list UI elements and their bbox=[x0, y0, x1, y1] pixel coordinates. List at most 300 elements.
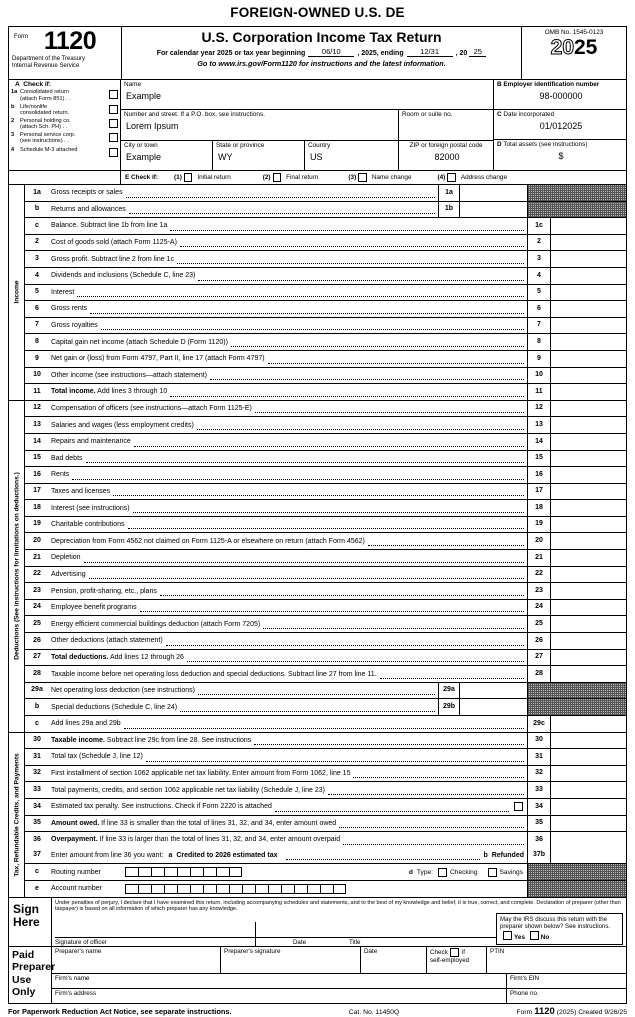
signature-of-officer-field[interactable] bbox=[55, 922, 255, 946]
line-description-text: Total income. Add lines 3 through 10 bbox=[51, 388, 168, 396]
zip-cell[interactable] bbox=[399, 141, 493, 170]
digit-cell[interactable] bbox=[125, 884, 138, 894]
line-description-text: Repairs and maintenance bbox=[51, 438, 131, 446]
amount-input[interactable] bbox=[551, 616, 626, 632]
irs-discuss-question: May the IRS discuss this return with the preparer shown below? See instructions. bbox=[500, 915, 611, 930]
amount-input[interactable] bbox=[551, 384, 626, 400]
sub-amount-cell bbox=[438, 185, 527, 201]
amount-input[interactable] bbox=[551, 451, 626, 467]
goto-instructions-link[interactable]: Go to www.irs.gov/Form1120 for instructions and the latest information. bbox=[197, 59, 446, 68]
date-incorporated-label-text: Date incorporated bbox=[503, 111, 555, 118]
line-description-text: Total tax (Schedule J, line 12) bbox=[51, 753, 143, 761]
state-label: State or province bbox=[216, 142, 265, 149]
amount-input[interactable] bbox=[551, 218, 626, 234]
amount-input[interactable] bbox=[551, 500, 626, 516]
amount-input[interactable] bbox=[551, 301, 626, 317]
address-change-checkbox[interactable] bbox=[447, 173, 456, 182]
checkbox-row-lifenonlife[interactable] bbox=[11, 104, 118, 117]
amount-cell bbox=[527, 500, 626, 516]
amount-line-number: 35 bbox=[528, 816, 551, 832]
end-year-field[interactable]: 25 bbox=[469, 47, 486, 57]
street-value[interactable]: Lorem Ipsum bbox=[126, 120, 179, 131]
credit-letter: a bbox=[168, 852, 173, 860]
amount-cell bbox=[527, 517, 626, 533]
dot-leader bbox=[113, 495, 524, 496]
amount-input[interactable] bbox=[551, 782, 626, 798]
consolidated-return-checkbox[interactable] bbox=[109, 90, 118, 99]
line-number: 24 bbox=[33, 603, 41, 611]
digit-cell[interactable] bbox=[164, 884, 177, 894]
line-description bbox=[49, 699, 438, 715]
type-letter: d bbox=[408, 868, 413, 876]
amount-line-number: 1c bbox=[528, 218, 551, 234]
year-century: 20 bbox=[550, 36, 574, 59]
form-line-row bbox=[25, 600, 626, 617]
line-description-text: Taxable income. Subtract line 29c from line 28. See instructions bbox=[51, 736, 252, 744]
form-title: U.S. Corporation Income Tax Return bbox=[201, 29, 442, 45]
amount-input[interactable] bbox=[551, 650, 626, 666]
check-if-a-heading bbox=[11, 81, 118, 88]
digit-cell[interactable] bbox=[229, 867, 242, 877]
check-if-a-block bbox=[9, 80, 121, 170]
paid-preparer-line1: Paid bbox=[12, 948, 35, 961]
amount-input[interactable] bbox=[551, 567, 626, 583]
shaded-cell bbox=[527, 185, 626, 201]
digit-cell[interactable] bbox=[216, 884, 229, 894]
line-number: 21 bbox=[33, 553, 41, 561]
state-cell[interactable] bbox=[213, 141, 305, 170]
amount-line-number: 8 bbox=[528, 334, 551, 350]
line-number: 32 bbox=[33, 769, 41, 777]
amount-cell bbox=[527, 766, 626, 782]
firm-name-label: Firm's name bbox=[55, 974, 90, 982]
amount-input[interactable] bbox=[551, 733, 626, 749]
sub-line-number: 29b bbox=[439, 699, 460, 715]
irs-discuss-box bbox=[496, 913, 623, 945]
sign-here-line1: Sign bbox=[13, 901, 39, 916]
line-number: b bbox=[34, 205, 40, 213]
signature-title-field[interactable] bbox=[343, 922, 496, 946]
street-label: Number and street. If a P.O. box, see instructions. bbox=[124, 111, 265, 118]
line-number: 25 bbox=[33, 620, 41, 628]
firm-address-field[interactable] bbox=[52, 989, 506, 1003]
amount-input[interactable] bbox=[551, 666, 626, 682]
amount-input[interactable] bbox=[551, 434, 626, 450]
date-incorporated-value[interactable]: 01/012025 bbox=[539, 120, 583, 131]
digit-cell[interactable] bbox=[307, 884, 320, 894]
amount-input[interactable] bbox=[551, 832, 626, 848]
initial-return-option[interactable] bbox=[158, 173, 231, 182]
dot-leader bbox=[380, 678, 524, 679]
line-description-text: Net gain or (loss) from Form 4797, Part II, line 17 (attach Form 4797) bbox=[51, 355, 265, 363]
form-line-row bbox=[25, 318, 626, 335]
line-description-text: Returns and allowances bbox=[51, 205, 126, 213]
digit-cell[interactable] bbox=[281, 884, 294, 894]
account-number-input[interactable] bbox=[125, 884, 346, 894]
amount-cell bbox=[527, 218, 626, 234]
amount-input[interactable] bbox=[551, 268, 626, 284]
form-2220-attached-checkbox[interactable] bbox=[514, 802, 523, 811]
omb-number: OMB No. 1545-0123 bbox=[544, 29, 604, 36]
preparer-date-field[interactable] bbox=[360, 947, 426, 973]
name-cell[interactable] bbox=[121, 80, 493, 110]
line-description-text: Gross royalties bbox=[51, 322, 98, 330]
dot-leader bbox=[140, 611, 524, 612]
date-incorporated-cell[interactable] bbox=[494, 110, 626, 140]
form-line-row bbox=[25, 251, 626, 268]
income-section-side-label bbox=[9, 185, 25, 400]
refund-label: Refunded bbox=[491, 852, 524, 860]
line-description bbox=[49, 484, 527, 500]
line-number: 19 bbox=[33, 520, 41, 528]
amount-cell bbox=[527, 351, 626, 367]
shaded-cell bbox=[527, 202, 626, 218]
digit-cell[interactable] bbox=[255, 884, 268, 894]
row-number: b bbox=[11, 103, 15, 110]
amount-input[interactable] bbox=[551, 334, 626, 350]
phone-field[interactable] bbox=[506, 989, 626, 1003]
digit-cell[interactable] bbox=[203, 884, 216, 894]
line-description-text: Interest bbox=[51, 288, 75, 296]
deductions-line-list bbox=[25, 401, 626, 732]
digit-cell[interactable] bbox=[203, 867, 216, 877]
account-number-row bbox=[25, 881, 626, 897]
state-value[interactable]: WY bbox=[218, 151, 233, 162]
preparer-date-label: Date bbox=[364, 947, 378, 955]
line-description bbox=[49, 368, 527, 384]
name-change-option[interactable] bbox=[318, 173, 411, 182]
amount-cell bbox=[527, 567, 626, 583]
line-description-text: Dividends and inclusions (Schedule C, line 23) bbox=[51, 272, 196, 280]
row-label: Schedule M-3 attached bbox=[20, 146, 78, 153]
ptin-field[interactable] bbox=[486, 947, 626, 973]
dot-leader bbox=[368, 545, 524, 546]
dot-leader bbox=[126, 197, 435, 198]
begin-date-field[interactable]: 06/10 bbox=[308, 47, 354, 57]
country-cell[interactable] bbox=[305, 141, 399, 170]
self-employed-check-field[interactable] bbox=[426, 947, 486, 973]
amount-input[interactable] bbox=[551, 285, 626, 301]
dot-leader bbox=[170, 396, 524, 397]
shaded-cell bbox=[527, 864, 626, 880]
amount-input[interactable] bbox=[551, 716, 626, 732]
line-description bbox=[49, 600, 527, 616]
dot-leader bbox=[128, 528, 524, 529]
sub-amount-input[interactable] bbox=[460, 202, 527, 218]
deductions-section-side-label bbox=[9, 401, 25, 732]
amount-cell bbox=[527, 285, 626, 301]
ein-cell[interactable] bbox=[494, 80, 626, 110]
date-incorporated-letter: C bbox=[497, 111, 502, 118]
sub-amount-input[interactable] bbox=[460, 185, 527, 201]
form-line-row bbox=[25, 401, 626, 418]
amount-cell bbox=[527, 467, 626, 483]
form-line-row bbox=[25, 616, 626, 633]
checkbox-row-personal-holding-co[interactable] bbox=[11, 118, 118, 131]
name-value[interactable]: Example bbox=[126, 90, 162, 101]
country-label: Country bbox=[308, 142, 331, 149]
amount-input[interactable] bbox=[551, 749, 626, 765]
credit-label: Credited to 2026 estimated tax bbox=[176, 852, 278, 860]
digit-cell[interactable] bbox=[333, 884, 346, 894]
line-description-text: Other deductions (attach statement) bbox=[51, 637, 163, 645]
digit-cell[interactable] bbox=[151, 867, 164, 877]
ein-value[interactable]: 98-000000 bbox=[539, 90, 583, 101]
amount-input[interactable] bbox=[551, 600, 626, 616]
zip-value[interactable]: 82000 bbox=[434, 151, 460, 162]
amount-cell bbox=[527, 451, 626, 467]
form-line-row bbox=[25, 749, 626, 766]
form-body bbox=[8, 185, 627, 898]
line-description-text: Gross profit. Subtract line 2 from line 1c bbox=[51, 255, 174, 263]
digit-cell[interactable] bbox=[216, 867, 229, 877]
phone-label: Phone no. bbox=[510, 989, 539, 997]
digit-cell[interactable] bbox=[294, 884, 307, 894]
line-number: 12 bbox=[33, 404, 41, 412]
routing-number-row bbox=[25, 864, 626, 881]
identification-block bbox=[8, 79, 627, 171]
room-cell[interactable] bbox=[399, 110, 493, 140]
amount-input[interactable] bbox=[551, 533, 626, 549]
sub-amount-input[interactable] bbox=[460, 683, 527, 699]
form-title-block bbox=[121, 27, 522, 79]
amount-input[interactable] bbox=[551, 484, 626, 500]
city-value[interactable]: Example bbox=[126, 151, 162, 162]
row-number: 2 bbox=[11, 117, 15, 124]
schedule-m3-checkbox[interactable] bbox=[109, 148, 118, 157]
dot-leader bbox=[146, 761, 524, 762]
dot-leader bbox=[89, 578, 524, 579]
line-description bbox=[49, 351, 527, 367]
country-value[interactable]: US bbox=[310, 151, 323, 162]
line-description-text: Salaries and wages (less employment credits) bbox=[51, 421, 194, 429]
line-number: 14 bbox=[33, 437, 41, 445]
dot-leader bbox=[198, 694, 435, 695]
line-number: 7 bbox=[35, 321, 39, 329]
amount-input[interactable] bbox=[551, 467, 626, 483]
line-description-text: Overpayment. If line 33 is larger than the total of lines 31, 32, and 34, enter amount overpaid bbox=[51, 836, 341, 844]
dot-leader bbox=[134, 446, 524, 447]
amount-input[interactable] bbox=[551, 550, 626, 566]
digit-cell[interactable] bbox=[190, 867, 203, 877]
ptin-label: PTIN bbox=[490, 947, 505, 955]
amount-input[interactable] bbox=[551, 816, 626, 832]
line-description bbox=[49, 733, 527, 749]
line-description-text: Gross receipts or sales bbox=[51, 189, 123, 197]
checkbox-row-consolidated-return[interactable] bbox=[11, 89, 118, 102]
line-number: 4 bbox=[35, 271, 39, 279]
line-description bbox=[49, 251, 527, 267]
line-number: 11 bbox=[33, 387, 41, 395]
form-line-row bbox=[25, 467, 626, 484]
entity-address-block bbox=[121, 80, 494, 170]
amount-input[interactable] bbox=[551, 633, 626, 649]
form-line-row bbox=[25, 766, 626, 783]
line-number: 16 bbox=[33, 470, 41, 478]
total-assets-label-text: Total assets (see instructions) bbox=[503, 141, 588, 148]
address-change-option[interactable] bbox=[412, 173, 508, 182]
dot-leader bbox=[86, 462, 524, 463]
ein-label bbox=[497, 81, 623, 89]
amount-input[interactable] bbox=[551, 368, 626, 384]
income-section bbox=[9, 185, 626, 400]
form-line-row bbox=[25, 351, 626, 368]
dot-leader bbox=[180, 246, 524, 247]
line-description bbox=[49, 848, 527, 864]
tax-line-list bbox=[25, 733, 626, 897]
irs-discuss-no-checkbox[interactable] bbox=[530, 931, 539, 940]
checking-checkbox[interactable] bbox=[438, 868, 447, 877]
deductions-section bbox=[9, 400, 626, 732]
line-number: 34 bbox=[33, 802, 41, 810]
line-description bbox=[49, 782, 527, 798]
dot-leader bbox=[77, 296, 524, 297]
line-description bbox=[49, 650, 527, 666]
room-value[interactable] bbox=[402, 119, 490, 121]
digit-cell[interactable] bbox=[242, 884, 255, 894]
line-description-text: Amount owed. If line 33 is smaller than the total of lines 31, 32, and 34, enter amount owed bbox=[51, 819, 337, 827]
city-label: City or town bbox=[124, 142, 158, 149]
amount-input[interactable] bbox=[551, 318, 626, 334]
digit-cell[interactable] bbox=[138, 884, 151, 894]
street-room-row bbox=[121, 110, 493, 141]
digit-cell[interactable] bbox=[138, 867, 151, 877]
line-description-text: Bad debts bbox=[51, 454, 83, 462]
line-description bbox=[49, 467, 527, 483]
self-employed-checkbox[interactable] bbox=[450, 948, 459, 957]
amount-line-number: 18 bbox=[528, 500, 551, 516]
checkbox-row-personal-service-corp[interactable] bbox=[11, 132, 118, 145]
lifenonlife-checkbox[interactable] bbox=[109, 105, 118, 114]
firm-name-field[interactable] bbox=[52, 974, 506, 988]
digit-cell[interactable] bbox=[268, 884, 281, 894]
total-assets-label bbox=[497, 141, 623, 149]
amount-input[interactable] bbox=[551, 583, 626, 599]
firm-ein-field[interactable] bbox=[506, 974, 626, 988]
checkbox-row-schedule-m3[interactable] bbox=[11, 147, 118, 157]
amount-line-number: 12 bbox=[528, 401, 551, 417]
line-description bbox=[49, 683, 438, 699]
amount-cell bbox=[527, 650, 626, 666]
amount-line-number: 2 bbox=[528, 235, 551, 251]
preparer-signature-field[interactable] bbox=[220, 947, 360, 973]
form-number: 1120 bbox=[43, 27, 97, 55]
signature-date-field[interactable] bbox=[255, 922, 343, 946]
line-description-text: Interest (see instructions) bbox=[51, 504, 130, 512]
end-date-field[interactable]: 12/31 bbox=[407, 47, 453, 57]
sub-amount-input[interactable] bbox=[460, 699, 527, 715]
amount-input[interactable] bbox=[551, 417, 626, 433]
date-incorporated-label bbox=[497, 111, 623, 119]
line-description bbox=[49, 318, 527, 334]
preparer-name-field[interactable] bbox=[52, 947, 220, 973]
amount-line-number: 22 bbox=[528, 567, 551, 583]
form-line-row bbox=[25, 500, 626, 517]
refund-letter: b bbox=[483, 852, 488, 860]
form-line-row bbox=[25, 384, 626, 400]
initial-return-checkbox[interactable] bbox=[184, 173, 193, 182]
total-assets-value[interactable]: $ bbox=[558, 150, 564, 161]
title-caption: Title bbox=[349, 938, 361, 946]
amount-input[interactable] bbox=[551, 766, 626, 782]
street-cell[interactable] bbox=[121, 110, 399, 140]
amount-line-number: 26 bbox=[528, 633, 551, 649]
check-if-e-heading bbox=[121, 174, 158, 181]
line-number: b bbox=[34, 703, 40, 710]
form-line-row bbox=[25, 567, 626, 584]
city-cell[interactable] bbox=[121, 141, 213, 170]
line-number: 35 bbox=[33, 819, 41, 827]
amount-input[interactable] bbox=[551, 401, 626, 417]
sub-line-number: 29a bbox=[439, 683, 460, 699]
account-description bbox=[49, 881, 527, 897]
line-description bbox=[49, 666, 527, 682]
total-assets-cell[interactable] bbox=[494, 140, 626, 169]
line-number: 13 bbox=[33, 420, 41, 428]
line-description bbox=[49, 268, 527, 284]
line-37-text: Enter amount from line 36 you want: bbox=[51, 852, 164, 860]
line-description-text: Employee benefit programs bbox=[51, 604, 137, 612]
personal-holding-co-checkbox[interactable] bbox=[109, 119, 118, 128]
amount-cell bbox=[527, 782, 626, 798]
amount-line-number: 31 bbox=[528, 749, 551, 765]
amount-line-number: 7 bbox=[528, 318, 551, 334]
total-assets-letter: D bbox=[497, 141, 502, 148]
sign-here-content bbox=[52, 898, 626, 946]
amount-cell bbox=[527, 301, 626, 317]
digit-cell[interactable] bbox=[151, 884, 164, 894]
digit-cell[interactable] bbox=[177, 884, 190, 894]
amount-input[interactable] bbox=[551, 799, 626, 815]
dot-leader bbox=[72, 479, 524, 480]
personal-service-corp-checkbox[interactable] bbox=[109, 133, 118, 142]
preparer-signature-label: Preparer's signature bbox=[224, 947, 281, 955]
savings-checkbox[interactable] bbox=[488, 868, 497, 877]
line-description-text: Compensation of officers (see instructions—attach Form 1125-E) bbox=[51, 405, 252, 413]
preparer-name-label: Preparer's name bbox=[55, 947, 102, 955]
form-line-row bbox=[25, 334, 626, 351]
form-line-row bbox=[25, 816, 626, 833]
final-return-checkbox[interactable] bbox=[273, 173, 282, 182]
row-label: Personal service corp. (see instructions) . . bbox=[20, 132, 76, 145]
name-change-checkbox[interactable] bbox=[358, 173, 367, 182]
digit-cell[interactable] bbox=[320, 884, 333, 894]
digit-cell[interactable] bbox=[177, 867, 190, 877]
line-description-text: Total payments, credits, and section 1062 applicable net tax liability (Schedule J, line 23) bbox=[51, 786, 325, 794]
check-label: Check bbox=[430, 948, 448, 956]
amount-input[interactable] bbox=[551, 517, 626, 533]
digit-cell[interactable] bbox=[125, 867, 138, 877]
amount-input[interactable] bbox=[551, 848, 626, 864]
amount-input[interactable] bbox=[551, 251, 626, 267]
row-number: 3 bbox=[11, 132, 15, 138]
digit-cell[interactable] bbox=[164, 867, 177, 877]
digit-cell[interactable] bbox=[190, 884, 203, 894]
check-if-e-spacer bbox=[9, 171, 121, 184]
irs-discuss-yes-checkbox[interactable] bbox=[503, 931, 512, 940]
ein-label-text: Employer identification number bbox=[503, 81, 600, 88]
final-return-option[interactable] bbox=[231, 173, 319, 182]
amount-line-number: 6 bbox=[528, 301, 551, 317]
form-line-row bbox=[25, 683, 626, 700]
form-line-row bbox=[25, 202, 626, 219]
digit-cell[interactable] bbox=[229, 884, 242, 894]
routing-number-input[interactable] bbox=[125, 867, 242, 877]
amount-input[interactable] bbox=[551, 351, 626, 367]
line-description-text: Advertising bbox=[51, 570, 86, 578]
amount-input[interactable] bbox=[551, 235, 626, 251]
dot-leader bbox=[101, 329, 524, 330]
